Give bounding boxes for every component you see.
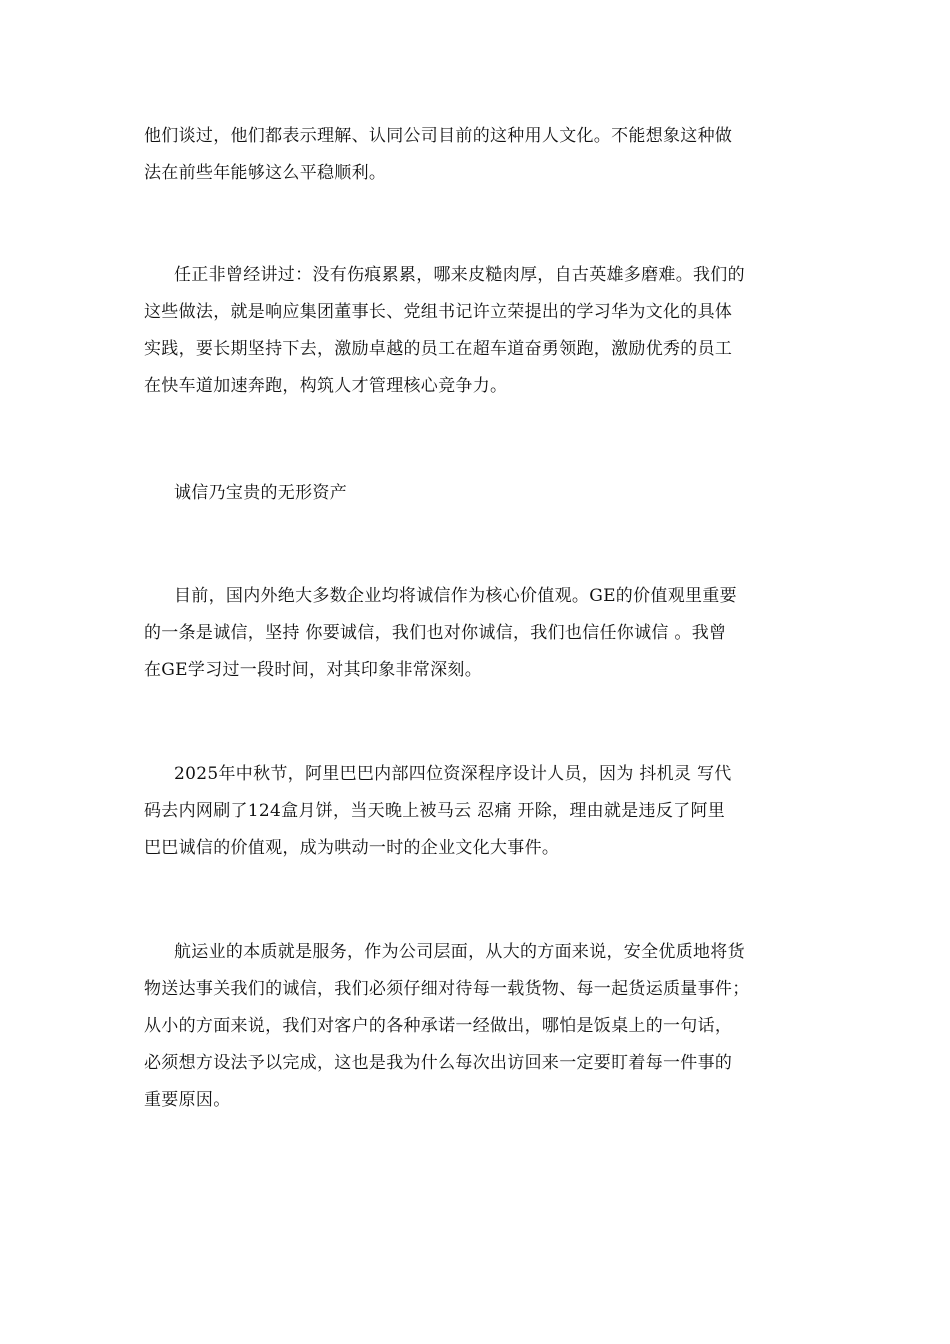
paragraph-4 [144,756,804,867]
text-line: 码去内网刷了124盒月饼，当天晚上被马云 忍痛 开除，理由就是违反了阿里 [144,801,726,821]
text-line: 必须想方设法予以完成，这也是我为什么每次出访回来一定要盯着每一件事的 [144,1053,733,1073]
text-line: 在GE学习过一段时间，对其印象非常深刻。 [144,660,482,680]
paragraph-2 [144,257,804,405]
text-line: 从小的方面来说，我们对客户的各种承诺一经做出，哪怕是饭桌上的一句话， [144,1016,733,1036]
text-line: 他们谈过，他们都表示理解、认同公司目前的这种用人文化。不能想象这种做 [144,126,733,146]
text-line: 2025年中秋节，阿里巴巴内部四位资深程序设计人员，因为 抖机灵 写代 [174,764,732,784]
text-line: 在快车道加速奔跑，构筑人才管理核心竞争力。 [144,376,508,396]
text-line: 目前，国内外绝大多数企业均将诚信作为核心价值观。GE的价值观里重要 [174,586,737,606]
heading-line: 诚信乃宝贵的无形资产 [174,483,347,503]
text-line: 重要原因。 [144,1090,231,1110]
text-line: 的一条是诚信，坚持 你要诚信，我们也对你诚信，我们也信任你诚信 。我曾 [144,623,727,643]
paragraph-5 [144,934,804,1119]
text-line: 巴巴诚信的价值观，成为哄动一时的企业文化大事件。 [144,838,560,858]
section-heading [144,475,804,512]
paragraph-3 [144,578,804,689]
text-line: 这些做法，就是响应集团董事长、党组书记许立荣提出的学习华为文化的具体 [144,302,733,322]
paragraph-1 [144,118,804,192]
text-line: 物送达事关我们的诚信，我们必须仔细对待每一载货物、每一起货运质量事件； [144,979,750,999]
text-line: 法在前些年能够这么平稳顺利。 [144,163,387,183]
text-line: 任正非曾经讲过：没有伤痕累累，哪来皮糙肉厚，自古英雄多磨难。我们的 [174,265,745,285]
text-line: 航运业的本质就是服务，作为公司层面，从大的方面来说，安全优质地将货 [174,942,745,962]
text-line: 实践，要长期坚持下去，激励卓越的员工在超车道奋勇领跑，激励优秀的员工 [144,339,733,359]
